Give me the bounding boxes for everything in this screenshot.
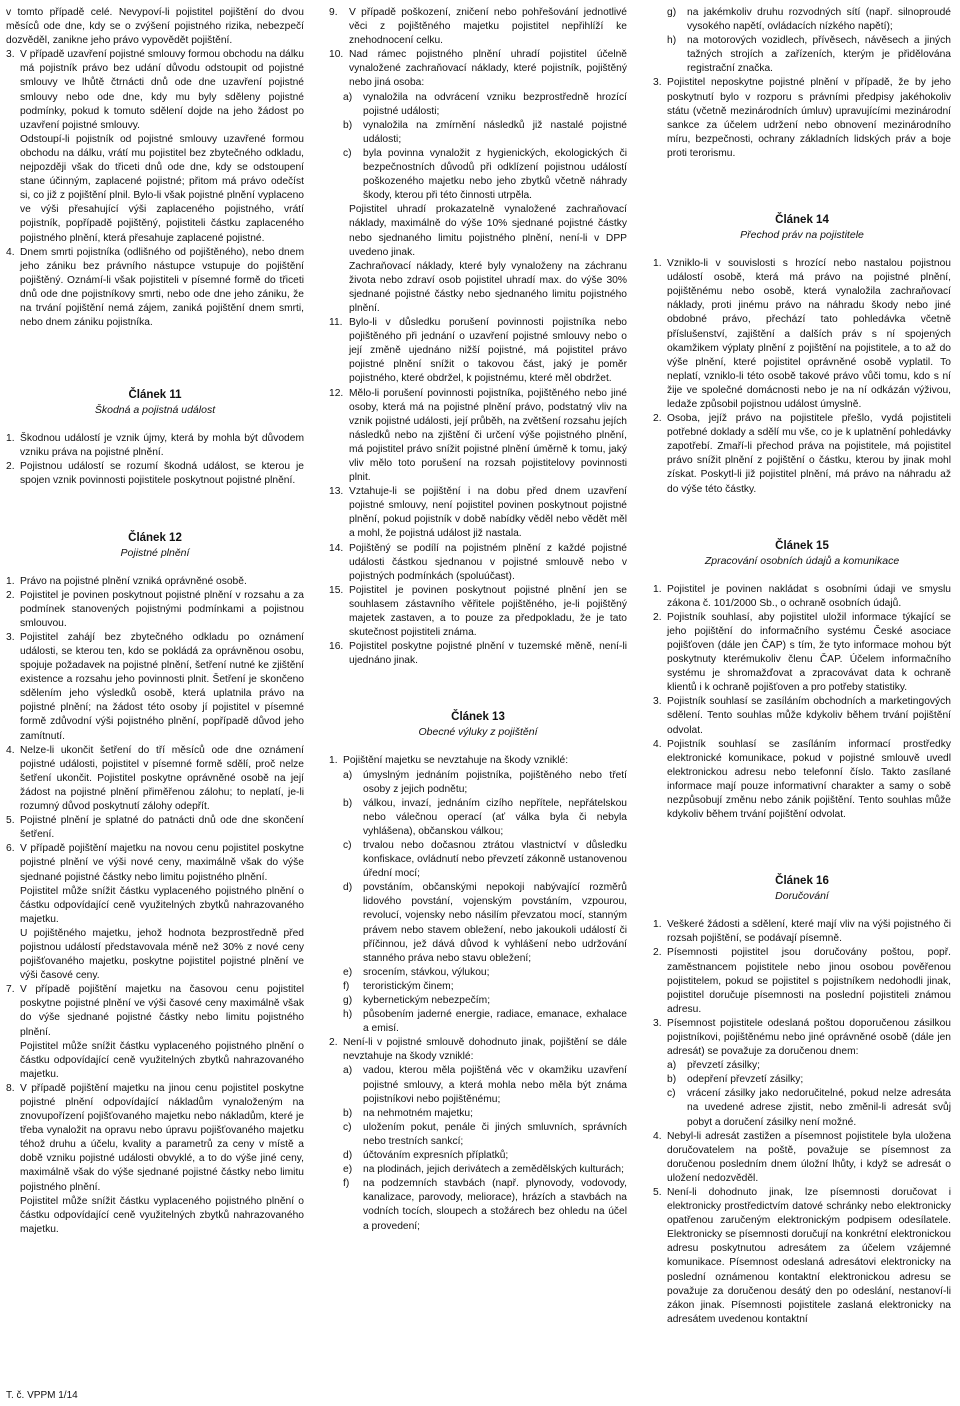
article-heading: Článek 14 Přechod práv na pojistitele xyxy=(740,214,864,242)
sub-item: b) na nehmotném majetku; xyxy=(343,1107,473,1119)
sub-item: g) na jakémkoliv druhu rozvodných sítí (např. silnoproudé vysokého napětí, ovládacích nízkého napětí); xyxy=(667,7,951,33)
clause-item: 3. Pojistitel neposkytne pojistné plnění v případě, že by jeho poskytnutí bylo v rozporu s právními předpisy jakéhokoliv státu (včetně mezinárodních úmluv) upravujícími mezinárodní sankce za účelem udržení nebo obnovení mezinárodního míru, bezpečnosti, ochrany základních lidských práv a boje proti terorismu. xyxy=(653,77,951,159)
clause-item: 5. Není-li dohodnuto jinak, lze písemnosti doručovat i elektronicky prostředictvím datové schránky nebo elektronicky opatřenou zaručeným elektronickým podpisem odesílatele. Elektronicky se písemnosti doručují na konkrétní elektronickou adresu poskytnutou adresátem za účelem vzájemné komunikace. Písemnost odeslaná adresátovi elektronicky na poslední oznámenou kontaktní elektronickou adresu se považuje za doručenou desátý den po odeslání, nestanoví-li zákon jinak. Písemnosti pojistitele zaslaná elektronicky na adresátem uvedenou kontaktní xyxy=(653,1187,951,1325)
clause-item: 6. V případě pojištění majetku na novou cenu pojistitel poskytne pojistné plnění ve výši nové ceny, maximálně však do výše sjednané pojistné částky nebo limitu pojistného plnění. xyxy=(6,843,304,883)
column-2 xyxy=(329,6,627,1234)
clause-item: 7. V případě pojištění majetku na časovou cenu pojistitel poskytne pojistné plnění ve výši časové ceny maximálně však do výše sjednané pojistné částky nebo limitu pojistného plnění. xyxy=(6,984,304,1038)
sub-item: e) srocením, stávkou, výlukou; xyxy=(343,966,490,978)
paragraph: Odstoupí-li pojistník od pojistné smlouvy uzavřené formou obchodu na dálku, vrátí mu pojistitel bez zbytečného odkladu, nejpozději však do třiceti dnů ode dne, kdy se odstoupení stane účinným, zaplacené pojistné; přitom má právo odečíst si, co již z pojištění plnil. Bylo-li však pojistné plnění vyplaceno ve výši přesahující výši zaplaceného pojistného, vrátí pojistník, popřípadě pojištěný, pojistiteli částku zaplaceného pojistného plnění, která přesahuje zaplacené pojistné. xyxy=(20,133,304,244)
paragraph: U pojištěného majetku, jehož hodnota bezprostředně před pojistnou událostí představovala méně než 30% z nové ceny pojišťovaného majetku, poskytne pojistitel pojistné plnění ve výši časové ceny. xyxy=(20,927,304,982)
article-heading: Článek 11 Škodná a pojistná událost xyxy=(94,389,216,417)
article-heading: Článek 15 Zpracování osobních údajů a komunikace xyxy=(704,539,900,567)
sub-item: e) na plodinách, jejich derivátech a zemědělských kulturách; xyxy=(343,1164,624,1176)
clause-item: 1. Pojistitel je povinen nakládat s osobními údaji ve smyslu zákona č. 101/2000 Sb., o ochraně osobních údajů. xyxy=(653,583,951,609)
sub-item: d) povstáním, občanskými nepokoji nabývající rozměrů lidového povstání, vojenským povstáním, vzpourou, revolucí, vojensky nebo násilím převzatou mocí, stanným právem nebo stavem obležení, nebo jakoukoli událostí či příčinnou, jež dává důvod k vyhlášení nebo udržování stanného práva nebo stavu obležení; xyxy=(343,882,627,964)
clause-item: 14. Pojištěný se podílí na pojistném plnění z každé pojistné události částkou sjednanou v pojistné smlouvě nebo v pojistných podmínkách (spoluúčast). xyxy=(329,542,627,582)
sub-item: a) vynaložila na odvrácení vzniku bezprostředně hrozící pojistné události; xyxy=(343,91,627,117)
sub-item: a) vadou, kterou měla pojištěná věc v okamžiku uzavření pojistné smlouvy, a která mohla nebo měla být známa pojistníkovi nebo pojištěnému; xyxy=(343,1065,627,1105)
clause-item: 3. Pojistník souhlasí se zasíláním obchodních a marketingových sdělení. Tento souhlas může kdykoliv během trvání pojištění odvolat. xyxy=(653,696,951,736)
sub-item: c) trvalou nebo dočasnou ztrátou vlastnictví v důsledku konfiskace, ovládnutí nebo převzetí zákonně ustanovenou úřední mocí; xyxy=(343,839,627,880)
clause-item: 2. Není-li v pojistné smlouvě dohodnuto jinak, pojištění se dále nevztahuje na škody vzniklé: xyxy=(329,1037,627,1063)
sub-item: b) odepření převzetí zásilky; xyxy=(667,1074,804,1086)
sub-item: g) kybernetickým nebezpečím; xyxy=(343,995,491,1006)
clause-item: 8. V případě pojištění majetku na jinou cenu pojistitel poskytne pojistné plnění odpovídající nákladům vynaloženým na znovupořízení pojišťovaného majetku nebo nákladům, které je třeba vynaložit na opravu nebo úpravu pojišťovaného majetku téhož druhu a účelu, kvality a parametrů za ceny v místě a době vzniku pojistné události obvyklé, a to do výše jiné ceny, maximálně však do výše sjednané pojistné částky nebo limitu pojistného plnění. xyxy=(6,1082,304,1193)
sub-item: c) vrácení zásilky jako nedoručitelné, pokud nelze adresáta na uvedené adrese zjistit, nebo změnil-li adresát svůj pobyt a doručení zásilky není možné. xyxy=(667,1088,951,1128)
clause-item: 10. Nad rámec pojistného plnění uhradí pojistitel účelně vynaložené zachraňovací náklady, které pojistník, pojištěný nebo jiná osoba: xyxy=(329,49,627,89)
clause-item: 2. Pojistník souhlasí, aby pojistitel uložil informace týkající se jeho pojištění do informačního systému České asociace pojišťoven (dále jen ČAP) s tím, že tyto informace mohou být poskytnuty kterémukoliv členu ČAP. Účelem informačního systému je shromažďovat a zpracovávat data k ochraně klientů i k ochraně pojišťoven a pro potřeby statistiky. xyxy=(653,611,951,694)
clause-item: 2. Osoba, jejíž právo na pojistitele přešlo, vydá pojistiteli potřebné doklady a sdělí mu vše, co je k uplatnění pohledávky zapotřebí. Zmaří-li přechod práva na pojistitele, má pojistitel právo snížit plnění z pojištění o částku, kterou by jinak mohl získat. Poskytl-li již pojistitel plnění, má právo na náhradu až do výše této částky. xyxy=(653,413,951,495)
clause-item: 4. Nebyl-li adresát zastižen a písemnost pojistitele byla uložena doručovatelem na poště, považuje se písemnost za doručenou posledním dnem úložní lhůty, i když se adresát o uložení nedozvěděl. xyxy=(653,1130,951,1184)
sub-item: a) úmyslným jednáním pojistníka, pojištěného nebo třetí osoby z jejich podnětu; xyxy=(343,769,627,795)
paragraph: Pojistitel může snížit částku vyplaceného pojistného plnění o částku odpovídající ceně využitelných zbytků nahrazovaného majetku. xyxy=(20,1040,304,1080)
sub-item: h) působením jaderné energie, radiace, emanace, exhalace a emisí. xyxy=(343,1009,627,1035)
clause-item: 1. Pojištění majetku se nevztahuje na škody vzniklé: xyxy=(329,755,569,767)
column-1 xyxy=(6,6,304,1237)
sub-item: a) převzetí zásilky; xyxy=(667,1060,760,1072)
clause-item: 11. Bylo-li v důsledku porušení povinnosti pojistníka nebo pojištěného při jednání o uzavření pojistné smlouvy nebo o její změně ujednáno nižší pojistné, má pojistitel právo pojistné plnění snížit o takovou část, jaký je poměr pojistného, které obdržel, k pojistnému, které měl obdržet. xyxy=(329,317,627,385)
article-heading: Článek 12 Pojistné plnění xyxy=(120,531,190,559)
article-heading: Článek 16 Doručování xyxy=(775,875,829,903)
clause-item: 1. Škodnou událostí je vznik újmy, která by mohla být důvodem vzniku práva na pojistné plnění. xyxy=(6,433,304,459)
clause-item: 5. Pojistné plnění je splatné do patnácti dnů ode dne skončení šetření. xyxy=(6,815,304,841)
paragraph: Zachraňovací náklady, které byly vynaloženy na záchranu života nebo zdraví osob pojistitel uhradí max. do výše 30% sjednané pojistné částky nebo sjednaného limitu pojistného plnění. xyxy=(349,260,627,314)
clause-item: 12. Mělo-li porušení povinnosti pojistníka, pojištěného nebo jiné osoby, která má na pojistné plnění právo, podstatný vliv na vznik pojistné události, její průběh, na zvětšení rozsahu jejích následků nebo na zjištění či určení výše pojistného plnění, má pojistitel právo snížit pojistné plnění úměrně k tomu, jaký vliv mělo toto porušení na rozsah pojistitelovy povinnosti plnit. xyxy=(329,387,627,484)
sub-item: b) vynaložila na zmírnění následků již nastalé pojistné události; xyxy=(343,119,627,145)
sub-item: b) válkou, invazí, jednáním cizího nepřítele, nepřátelskou nebo válečnou operací (ať válka byla či nebyla vyhlášena), občanskou válkou; xyxy=(343,797,627,837)
sub-item: f) teroristickým činem; xyxy=(343,980,454,992)
clause-item: 9. V případě poškození, zničení nebo pohřešování jednotlivé věci z pojištěného majetku pojistitel nepřihlíží ke znehodnocení celku. xyxy=(329,7,627,47)
sub-item: c) byla povinna vynaložit z hygienických, ekologických či bezpečnostních důvodů při odklízení pojistnou událostí poškozeného majetku nebo jeho zbytků včetně náhrady škody, kterou při této činnosti utrpěla. xyxy=(343,147,627,202)
clause-item: 4. Nelze-li ukončit šetření do tří měsíců ode dne oznámení pojistné události, pojistitel v písemné formě sdělí, proč nelze šetření ukončit. Pojistitel poskytne oprávněné osobě na její žádost na pojistné plnění přiměřenou zálohu; to neplatí, je-li rozumný důvod poskytnutí zálohy odepřít. xyxy=(6,744,304,813)
paragraph: Pojistitel může snížit částku vyplaceného pojistného plnění o částku odpovídající ceně využitelných zbytků nahrazovaného majetku. xyxy=(20,885,304,925)
paragraph: Pojistitel může snížit částku vyplaceného pojistného plnění o částku odpovídající ceně využitelných zbytků nahrazovaného majetku. xyxy=(20,1195,304,1235)
sub-item: f) na podzemních stavbách (např. plynovody, vodovody, kanalizace, parovody, meliorace), hrázích a stavbách na vodních tocích, sloupech a stožárech bez ohledu na účel a provedení; xyxy=(343,1178,627,1232)
clause-item: 2. Pojistnou událostí se rozumí škodná událost, se kterou je spojen vznik povinnosti pojistitele poskytnout pojistné plnění. xyxy=(6,461,304,487)
paragraph: v tomto případě celé. Nevypoví-li pojistitel pojištění do dvou měsíců ode dne, kdy se o zvýšení pojistného rizika, nebezpečí dozvěděl, zanikne jeho právo vypovědět pojištění. xyxy=(6,7,304,47)
sub-item: d) účtováním expresních příplatků; xyxy=(343,1150,509,1162)
clause-item: 2. Pojistitel je povinen poskytnout pojistné plnění v rozsahu a za podmínek stanovených pojistnými podmínkami a pojistnou smlouvou. xyxy=(6,589,304,629)
clause-item: 1. Veškeré žádosti a sdělení, které mají vliv na výši pojistného či rozsah pojištění, se podávají písemně. xyxy=(653,919,951,945)
clause-item: 3. V případě uzavření pojistné smlouvy formou obchodu na dálku má pojistník právo bez udání důvodu odstoupit od pojistné smlouvy ve lhůtě čtrnácti dnů ode dne uzavření pojistné smlouvy nebo ode dne, kdy mu byly sděleny pojistné podmínky, pokud k tomuto sdělení dojde na jeho žádost po uzavření pojistné smlouvy. xyxy=(6,49,304,131)
clause-item: 4. Pojistník souhlasí se zasíláním informací prostředky elektronické komunikace, pokud v pojistné smlouvě uvedl elektronickou adresu nebo telefonní číslo. Takto zasílané informace mají pouze informativní charakter a samy o sobě nezpůsobují změnu nebo zánik pojištění. Tento souhlas může kdykoliv během trvání pojištění odvolat. xyxy=(653,738,951,821)
sub-item: h) na motorových vozidlech, přívěsech, návěsech a jiných tažných strojích a zařízeních, kterým je přidělována registrační značka. xyxy=(667,35,951,75)
clause-item: 1. Právo na pojistné plnění vzniká oprávněné osobě. xyxy=(6,575,247,587)
column-3 xyxy=(653,6,951,1327)
paragraph: Pojistitel uhradí prokazatelně vynaložené zachraňovací náklady, maximálně do výše 10% sjednané pojistné částky nebo sjednaného limitu pojistného plnění, není-li v DPP uvedeno jinak. xyxy=(349,204,627,258)
clause-item: 1. Vzniklo-li v souvislosti s hrozící nebo nastalou pojistnou událostí osobě, která má právo na pojistné plnění, pojištěnému nebo osobě, která vynaložila zachraňovací náklady, proti jinému právo na náhradu škody nebo jiné obdobné právo, přechází tato pohledávka včetně příslušenství, zajištění a dalších práv s ní spojených okamžikem výplaty plnění z pojištění na pojistitele, a to až do výše plnění, které pojistitel oprávněné osobě vyplatil. To neplatí, vzniklo-li této osobě takové právo vůči tomu, kdo s ní žije ve společné domácnosti nebo je na ní odkázán výživou, ledaže způsobil pojistnou událost úmyslně. xyxy=(653,258,951,410)
document-code: T. č. VPPM 1/14 xyxy=(6,1390,78,1401)
clause-item: 3. Písemnost pojistitele odeslaná poštou doporučenou zásilkou pojistníkovi, pojištěnému nebo jiné oprávněné osobě (dále jen adresát) se považuje za doručenou dnem: xyxy=(653,1017,951,1058)
clause-item: 15. Pojistitel je povinen poskytnout pojistné plnění jen se souhlasem zástavního věřitele pojištěného, je-li pojištěný majetek zastaven, a to pouze za předpokladu, že je tato skutečnost pojistiteli známa. xyxy=(329,584,627,639)
clause-item: 2. Písemnosti pojistitel jsou doručovány poštou, popř. zaměstnancem pojistitele nebo jinou osobou pověřenou pojistitelem, pokud se pojistitel s pojistníkem nedohodli jinak, pojistitel doručuje písemnosti na poslední pojistiteli známou adresu. xyxy=(653,947,951,1015)
clause-item: 3. Pojistitel zahájí bez zbytečného odkladu po oznámení události, se kterou ten, kdo se pokládá za oprávněnou osobu, spojuje požadavek na pojistné plnění, šetření nutné ke zjištění existence a rozsahu jeho povinnosti plnit. Šetření je skončeno sdělením jeho výsledků osobě, která uplatnila právo na pojistné plnění; na žádost této osoby jí pojistitel v písemné formě zdůvodní výši pojistného plnění, popřípadě důvod jeho zamítnutí. xyxy=(6,631,304,742)
article-heading: Článek 13 Obecné výluky z pojištění xyxy=(418,711,538,739)
clause-item: 16. Pojistitel poskytne pojistné plnění v tuzemské měně, není-li ujednáno jinak. xyxy=(329,641,627,667)
clause-item: 13. Vztahuje-li se pojištění i na dobu před dnem uzavření pojistné smlouvy, není pojistitel povinen poskytnout pojistné plnění, pokud pojistník v době nabídky věděl nebo vědět měl a mohl, že pojistná událost již nastala. xyxy=(329,486,627,540)
sub-item: c) uložením pokut, penále či jiných smluvních, správních nebo trestních sankcí; xyxy=(343,1121,627,1147)
clause-item: 4. Dnem smrti pojistníka (odlišného od pojištěného), nebo dnem jeho zániku bez právního nástupce vstupuje do pojištění pojištěný. Oznámí-li však pojistiteli v písemné formě do třiceti dnů ode dne pojistníkovy smrti, nebo ode dne jeho zániku, že na trvání pojištění nemá zájem, zaniká pojištění dnem smrti, nebo dnem zániku pojistníka. xyxy=(6,246,304,329)
